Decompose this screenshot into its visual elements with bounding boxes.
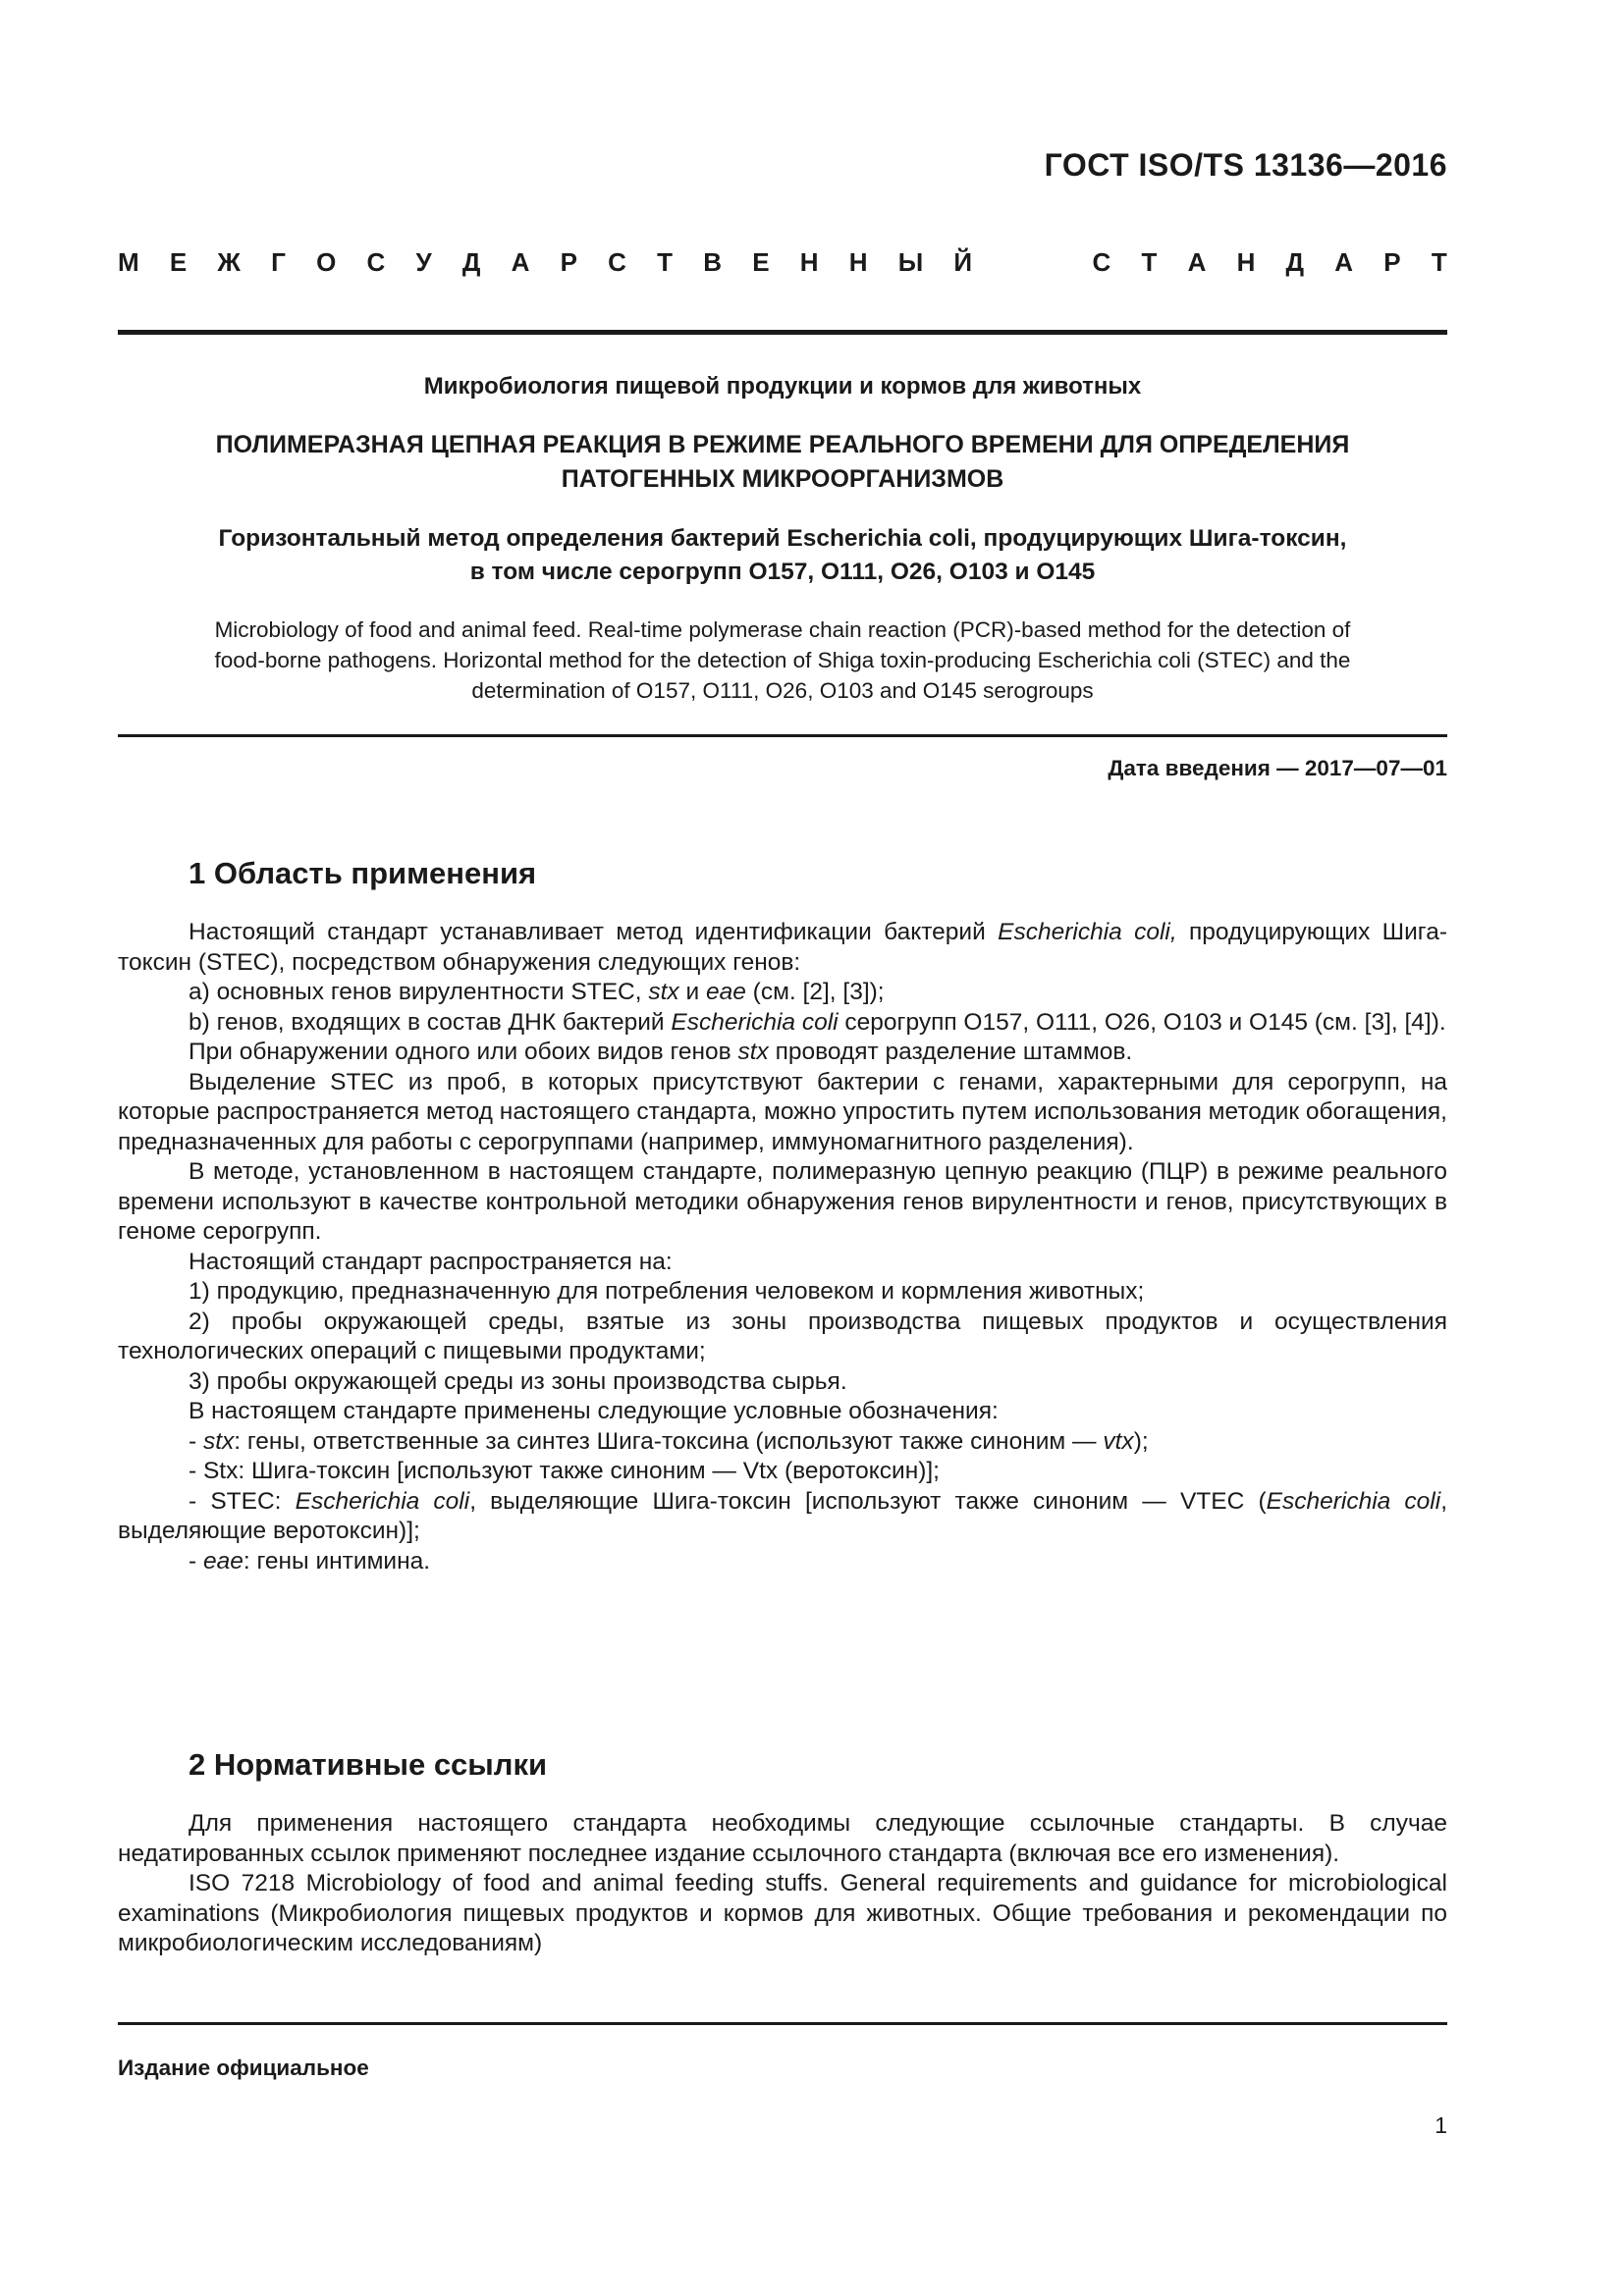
standard-type-letter: А xyxy=(1187,247,1207,277)
standard-type-letter: Н xyxy=(1236,247,1256,277)
list-item: 3) пробы окружающей среды из зоны производства сырья. xyxy=(189,1367,847,1395)
page-number: 1 xyxy=(1435,2112,1447,2138)
standard-type-letter: А xyxy=(1334,247,1354,277)
standard-type-letter: В xyxy=(703,247,723,277)
standard-type-letter: С xyxy=(366,247,386,277)
standard-type-letter: М xyxy=(118,247,139,277)
standard-type-letter: Т xyxy=(657,247,674,277)
paragraph: При обнаружении одного или обоих видов генов stx проводят разделение штаммов. xyxy=(189,1039,1133,1065)
main-title-line: ПОЛИМЕРАЗНАЯ ЦЕПНАЯ РЕАКЦИЯ В РЕЖИМЕ РЕАЛЬНОГО ВРЕМЕНИ ДЛЯ ОПРЕДЕЛЕНИЯ xyxy=(215,431,1350,458)
method-title xyxy=(118,522,1447,589)
paragraph: В настоящем стандарте применены следующие условные обозначения: xyxy=(189,1398,999,1424)
standard-type-letter: Е xyxy=(169,247,188,277)
standard-type-letter: Т xyxy=(1431,247,1447,277)
paragraph: ISO 7218 Microbiology of food and animal feeding stuffs. General requirements and guidance for microbiological examinations (Микробиология пищевых продуктов и кормов для животных. Общие требования и рекомендации по микробиологическим исследованиям) xyxy=(118,1870,1447,1956)
main-title xyxy=(118,428,1447,497)
english-title-line: determination of O157, O111, O26, O103 and O145 serogroups xyxy=(471,678,1094,703)
standard-type-letter: О xyxy=(316,247,337,277)
standard-type-letter: Ж xyxy=(217,247,241,277)
standard-type-letter: Р xyxy=(1383,247,1401,277)
standard-type-letter: А xyxy=(511,247,530,277)
english-title-line: Microbiology of food and animal feed. Real-time polymerase chain reaction (PCR)-based method for the detection of xyxy=(214,617,1351,642)
standard-type-heading xyxy=(118,247,1447,278)
standard-type-letter: С xyxy=(1092,247,1111,277)
abbreviation-item: - STEC: Escherichia coli, выделяющие Шига-токсин [используют также синоним — VTEC (Escherichia coli, выделяющие веротоксин)]; xyxy=(118,1487,1447,1544)
standard-type-letter: У xyxy=(415,247,432,277)
footer-rule xyxy=(118,2022,1447,2025)
word-gap xyxy=(1002,247,1061,278)
section-1-heading: 1 Область применения xyxy=(189,856,537,890)
standard-type-letter: Н xyxy=(799,247,819,277)
standard-type-letter: Й xyxy=(953,247,973,277)
standard-type-letter: Д xyxy=(461,247,481,277)
standard-type-letter: Е xyxy=(752,247,770,277)
abbreviation-item: - stx: гены, ответственные за синтез Шига-токсина (используют также синоним — vtx); xyxy=(189,1427,1149,1455)
paragraph: Для применения настоящего стандарта необходимы следующие ссылочные стандарты. В случае недатированных ссылок применяют последнее издание ссылочного стандарта (включая все его изменения). xyxy=(118,1810,1447,1867)
standard-type-letter: Ы xyxy=(897,247,924,277)
section-2-heading: 2 Нормативные ссылки xyxy=(189,1747,548,1782)
intro-date: Дата введения — 2017—07—01 xyxy=(1108,756,1447,780)
english-title-line: food-borne pathogens. Horizontal method for the detection of Shiga toxin-producing Escherichia coli (STEC) and the xyxy=(214,648,1351,672)
standard-type-letter: Г xyxy=(271,247,286,277)
english-title xyxy=(118,614,1447,706)
list-item: b) генов, входящих в состав ДНК бактерий Escherichia coli серогрупп О157, О111, О26, О103 и О145 (см. [3], [4]). xyxy=(189,1008,1446,1036)
title-rule xyxy=(118,734,1447,737)
section-2-body xyxy=(118,1809,1447,1959)
main-title-line: ПАТОГЕННЫХ МИКРООРГАНИЗМОВ xyxy=(561,465,1004,493)
edition-label: Издание официальное xyxy=(118,2056,369,2080)
paragraph: Настоящий стандарт устанавливает метод идентификации бактерий Escherichia coli, продуцирующих Шига-токсин (STEC), посредством обнаружения следующих генов: xyxy=(118,919,1447,976)
subtitle: Микробиология пищевой продукции и кормов для животных xyxy=(423,373,1142,400)
header-rule xyxy=(118,330,1447,335)
paragraph: В методе, установленном в настоящем стандарте, полимеразную цепную реакцию (ПЦР) в режиме реального времени используют в качестве контрольной методики обнаружения генов вирулентности и генов, присутствующих в геноме серогрупп. xyxy=(118,1158,1447,1245)
method-title-line: в том числе серогрупп О157, О111, О26, О103 и О145 xyxy=(469,559,1096,585)
paragraph: Выделение STEC из проб, в которых присутствуют бактерии с генами, характерными для серогрупп, на которые распространяется метод настоящего стандарта, можно упростить путем использования методик обогащения, предназначенных для работы с серогруппами (например, иммуномагнитного разделения). xyxy=(118,1068,1447,1155)
abbreviation-item: - Stx: Шига-токсин [используют также синоним — Vtx (веротоксин)]; xyxy=(189,1458,940,1484)
standard-type-letter: С xyxy=(608,247,626,277)
abbreviation-item: - eae: гены интимина. xyxy=(189,1547,431,1575)
list-item: 1) продукцию, предназначенную для потребления человеком и кормления животных; xyxy=(189,1278,1145,1305)
standard-type-letter: Т xyxy=(1141,247,1158,277)
list-item: 2) пробы окружающей среды, взятые из зоны производства пищевых продуктов и осуществления технологических операций с пищевыми продуктами; xyxy=(118,1308,1447,1364)
standard-type-letter: Н xyxy=(848,247,868,277)
paragraph: Настоящий стандарт распространяется на: xyxy=(189,1248,673,1275)
list-item: а) основных генов вирулентности STEC, stx и eae (см. [2], [3]); xyxy=(189,979,885,1005)
standard-type-letter: Р xyxy=(560,247,577,277)
standard-number: ГОСТ ISO/TS 13136—2016 xyxy=(1044,147,1447,183)
method-title-line: Горизонтальный метод определения бактерий Escherichia coli, продуцирующих Шига-токсин, xyxy=(218,525,1347,552)
section-1-body xyxy=(118,918,1447,1576)
standard-type-letter: Д xyxy=(1285,247,1305,277)
